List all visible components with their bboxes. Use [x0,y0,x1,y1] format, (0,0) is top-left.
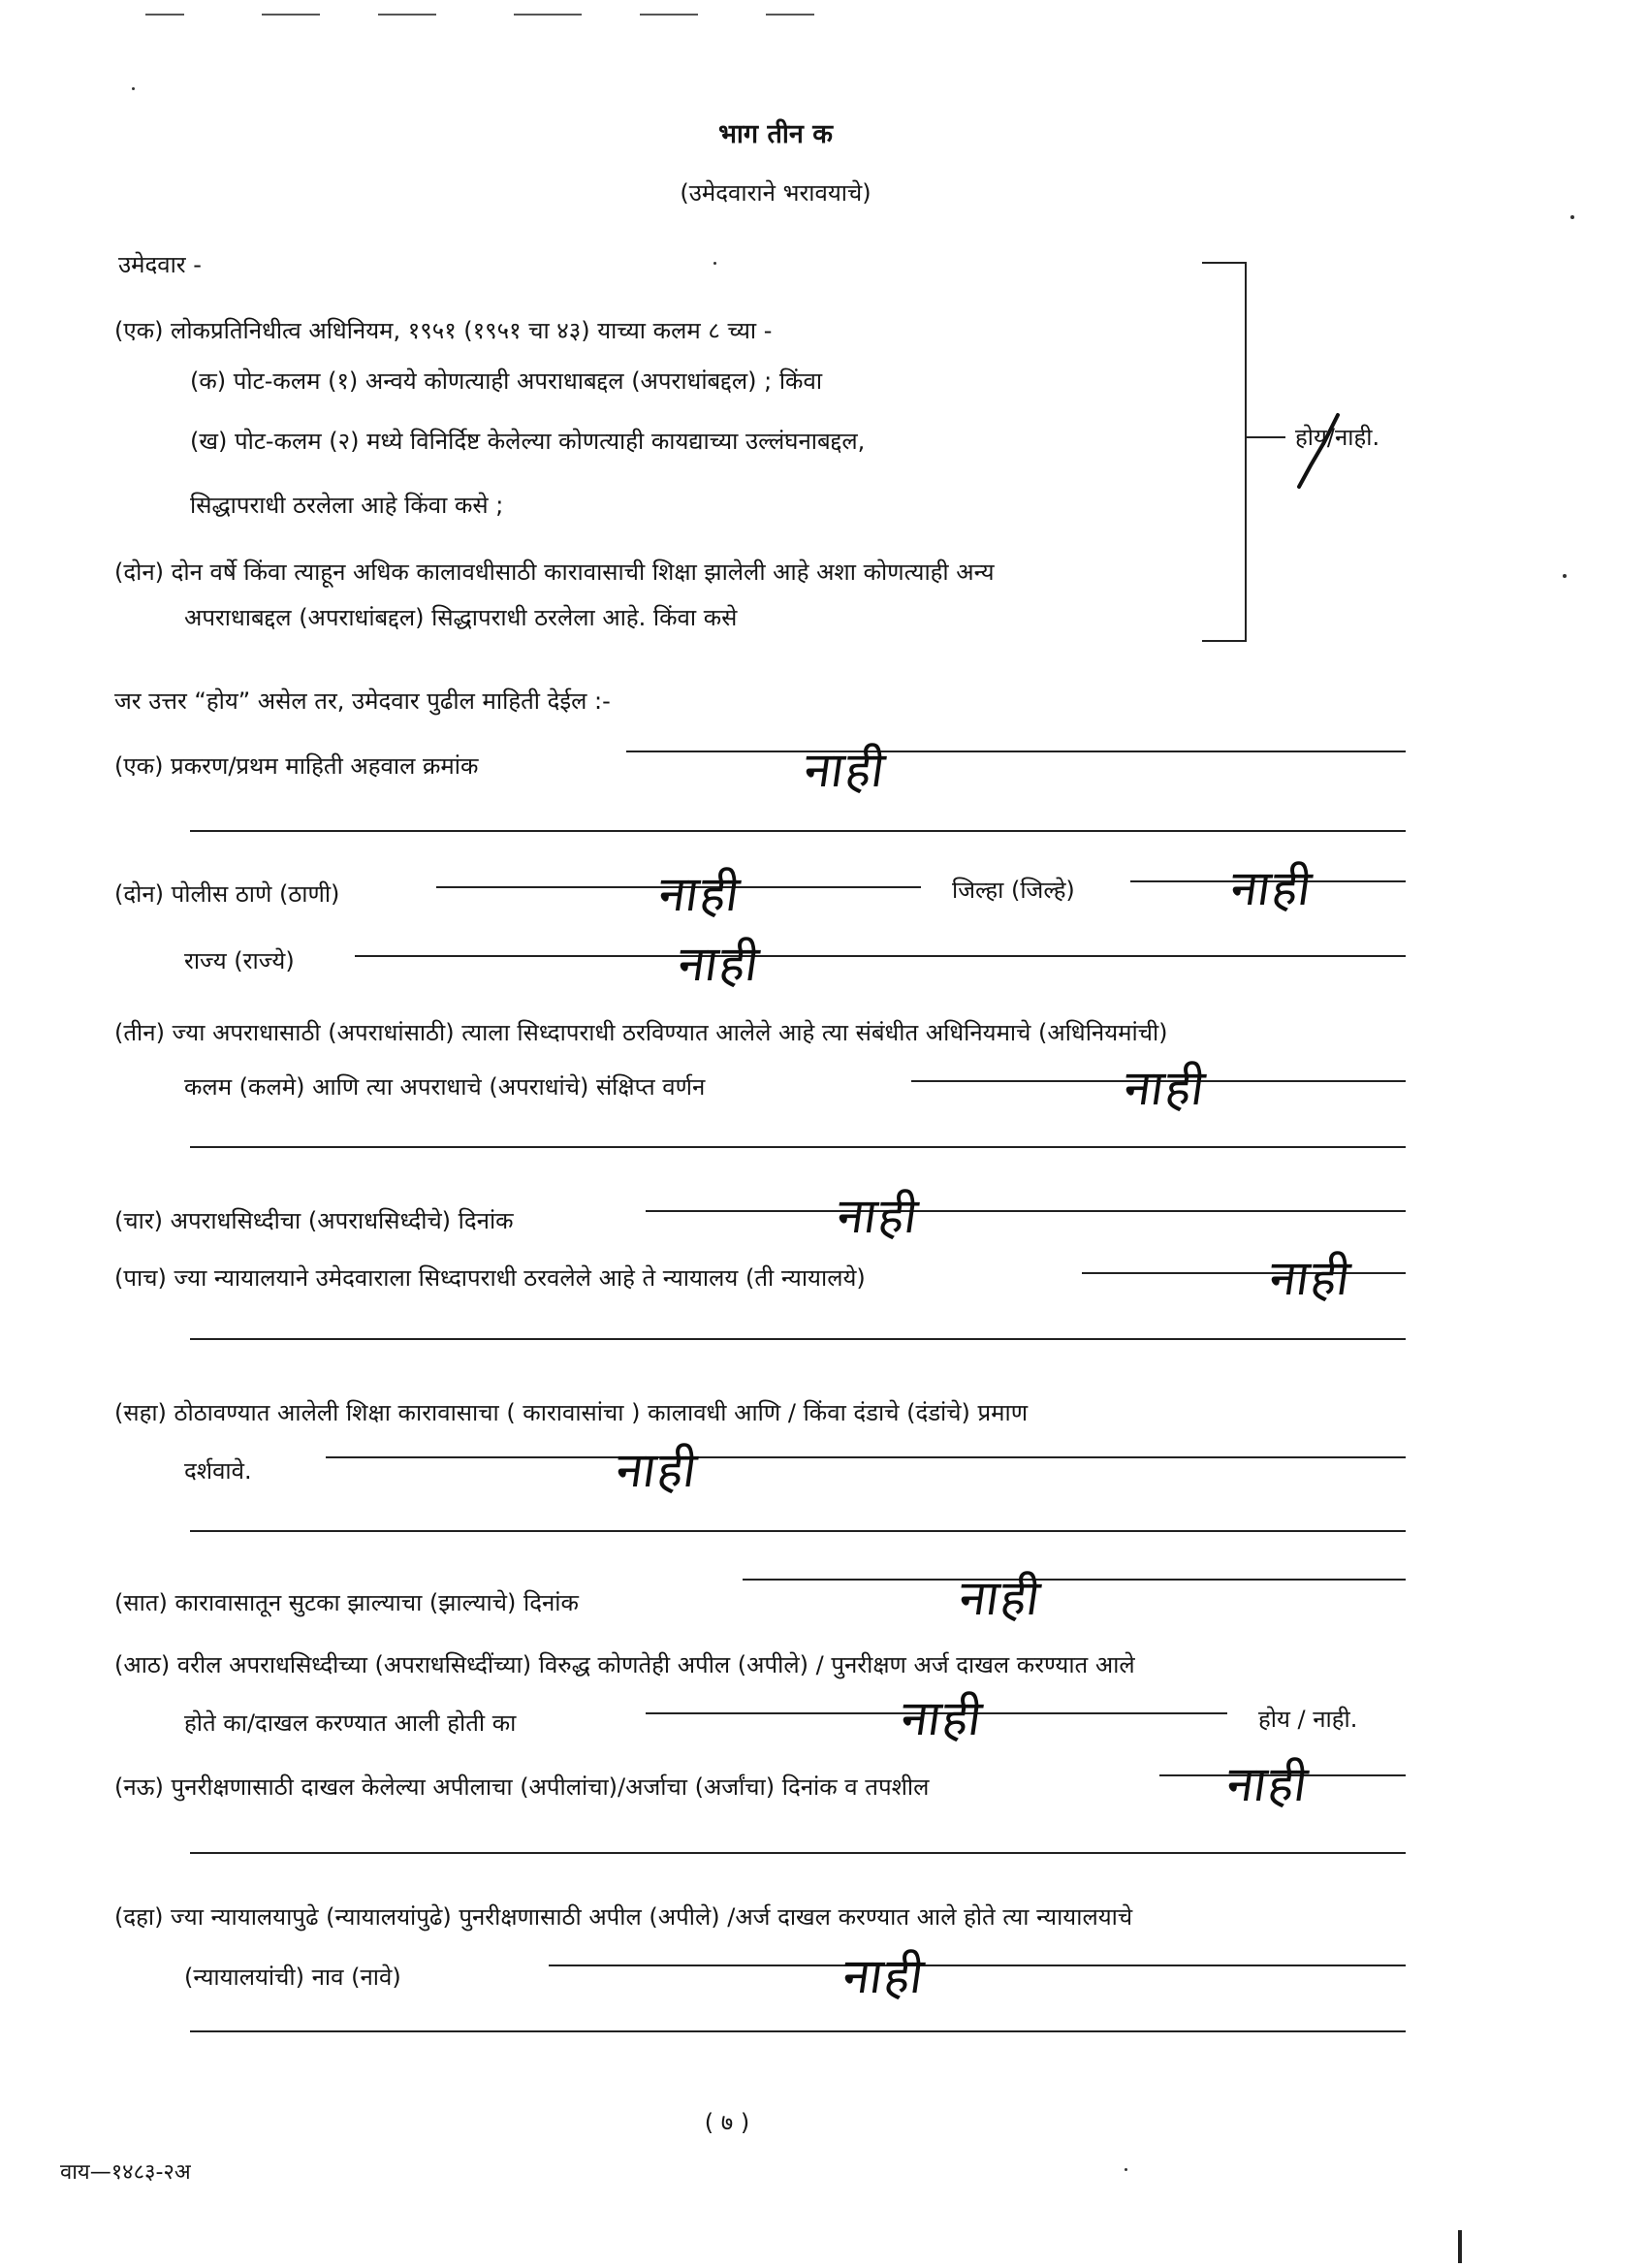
clause-two-line1: (दोन) दोन वर्षे किंवा त्याहून अधिक कालावधीसाठी कारावासाची शिक्षा झालेली आहे अशा कोणत्याही अन्य [114,559,995,586]
district-answer: नाही [1226,860,1317,916]
case-fir-answer: नाही [800,742,891,798]
candidate-label: उमेदवार - [118,251,202,278]
punishment-line2: दर्शवावे. [184,1457,252,1485]
release-date-label: (सात) कारावासातून सुटका झाल्याचा (झाल्याचे) दिनांक [114,1589,579,1616]
scan-speck [1570,215,1574,219]
strike-mark [1291,407,1349,495]
bracket [1202,262,1247,642]
form-code: वाय—१४८३-२अ [60,2160,191,2185]
court-answer: नाही [1265,1250,1356,1306]
clause-one-kha: (ख) पोट-कलम (२) मध्ये विनिर्दिष्ट केलेल्या कोणत्याही कायद्याच्या उल्लंघनाबद्दल, [190,428,866,455]
state-answer: नाही [674,936,765,992]
scan-speck [713,262,716,265]
scan-speck [1125,2168,1127,2171]
act-sections-line2: कलम (कलमे) आणि त्या अपराधाचे (अपराधांचे) संक्षिप्त वर्णन [184,1073,706,1101]
act-sections-line1: (तीन) ज्या अपराधासाठी (अपराधांसाठी) त्याला सिध्दापराधी ठरविण्यात आलेले आहे त्या संबंधीत अधिनियमाचे (अधिनियमांची) [114,1019,1168,1046]
appeal-court-line2: (न्यायालयांची) नाव (नावे) [184,1964,401,1991]
district-label: जिल्हा (जिल्हे) [952,877,1075,904]
bracket-connector [1247,436,1285,438]
act-sections-fill-line-2 [190,1146,1406,1148]
clause-one-end: सिद्धापराधी ठरलेला आहे किंवा कसे ; [190,492,504,519]
scan-edge-mark [1458,2230,1462,2263]
appeal-court-answer: नाही [839,1948,930,2004]
conviction-date-fill-line [646,1210,1406,1212]
punishment-fill-line-2 [190,1530,1406,1532]
conviction-date-answer: नाही [833,1188,924,1244]
police-station-answer: नाही [654,866,745,922]
court-fill-line [1082,1272,1406,1274]
state-label: राज्य (राज्ये) [184,947,295,974]
scan-dash [262,14,320,16]
scan-dash [766,14,814,16]
conviction-date-label: (चार) अपराधसिध्दीचा (अपराधसिध्दीचे) दिनांक [114,1207,514,1234]
punishment-line1: (सहा) ठोठावण्यात आलेली शिक्षा कारावासाचा ( कारावासांचा ) कालावधी आणि / किंवा दंडाचे (दंडांचे) प्रमाण [114,1399,1029,1426]
court-fill-line-2 [190,1338,1406,1340]
page-subtitle: (उमेदवाराने भरावयाचे) [680,179,872,207]
appeal-date-label: (नऊ) पुनरीक्षणासाठी दाखल केलेल्या अपीलाचा (अपीलांचा)/अर्जाचा (अर्जांचा) दिनांक व तपशील [114,1773,930,1801]
scan-dash [145,14,184,16]
scan-dash [514,14,582,16]
punishment-fill-line [326,1456,1406,1458]
struck-yes: य [1313,424,1327,451]
release-date-answer: नाही [955,1570,1046,1626]
appeal-date-answer: नाही [1222,1756,1314,1812]
act-sections-answer: नाही [1120,1060,1211,1116]
clause-one-ka: (क) पोट-कलम (१) अन्वये कोणत्याही अपराधाबद्दल (अपराधांबद्दल) ; किंवा [190,367,823,395]
yes-no-option: होय/नाही. [1295,424,1380,451]
case-fir-label: (एक) प्रकरण/प्रथम माहिती अहवाल क्रमांक [114,752,479,780]
appeal-court-fill-line-2 [190,2030,1406,2032]
scan-dash [640,14,698,16]
appeal-date-fill-line-2 [190,1852,1406,1854]
release-date-fill-line [743,1579,1406,1581]
appeal-line2: होते का/दाखल करण्यात आली होती का [184,1709,517,1737]
appeal-court-fill-line [549,1965,1406,1966]
appeal-yes-no: होय / नाही. [1258,1706,1358,1733]
state-fill-line [355,955,1406,957]
clause-one-intro: (एक) लोकप्रतिनिधीत्व अधिनियम, १९५१ (१९५१ चा ४३) याच्या कलम ८ च्या - [114,317,773,344]
scan-dash [378,14,436,16]
scan-speck [1563,574,1567,578]
police-station-label: (दोन) पोलीस ठाणे (ठाणी) [114,880,340,908]
page-number: ( ७ ) [704,2109,750,2136]
case-fir-fill-line [626,751,1406,752]
appeal-line1: (आठ) वरील अपराधसिध्दीच्या (अपराधसिध्दींच्या) विरुद्ध कोणतेही अपील (अपीले) / पुनरीक्षण अर्ज दाखल करण्यात आले [114,1651,1135,1678]
if-yes-intro: जर उत्तर “होय” असेल तर, उमेदवार पुढील माहिती देईल :- [114,687,611,715]
appeal-answer: नाही [897,1690,988,1746]
case-fir-fill-line-2 [190,830,1406,832]
clause-two-line2: अपराधाबद्दल (अपराधांबद्दल) सिद्धापराधी ठरलेला आहे. किंवा कसे [184,604,738,631]
appeal-court-line1: (दहा) ज्या न्यायालयापुढे (न्यायालयांपुढे) पुनरीक्षणासाठी अपील (अपीले) /अर्ज दाखल करण्यात आले होते त्या न्यायालयाचे [114,1903,1133,1931]
scan-speck [132,87,135,90]
punishment-answer: नाही [612,1442,703,1498]
page-title: भाग तीन क [717,119,834,149]
court-label: (पाच) ज्या न्यायालयाने उमेदवाराला सिध्दापराधी ठरवलेले आहे ते न्यायालय (ती न्यायालये) [114,1264,866,1292]
